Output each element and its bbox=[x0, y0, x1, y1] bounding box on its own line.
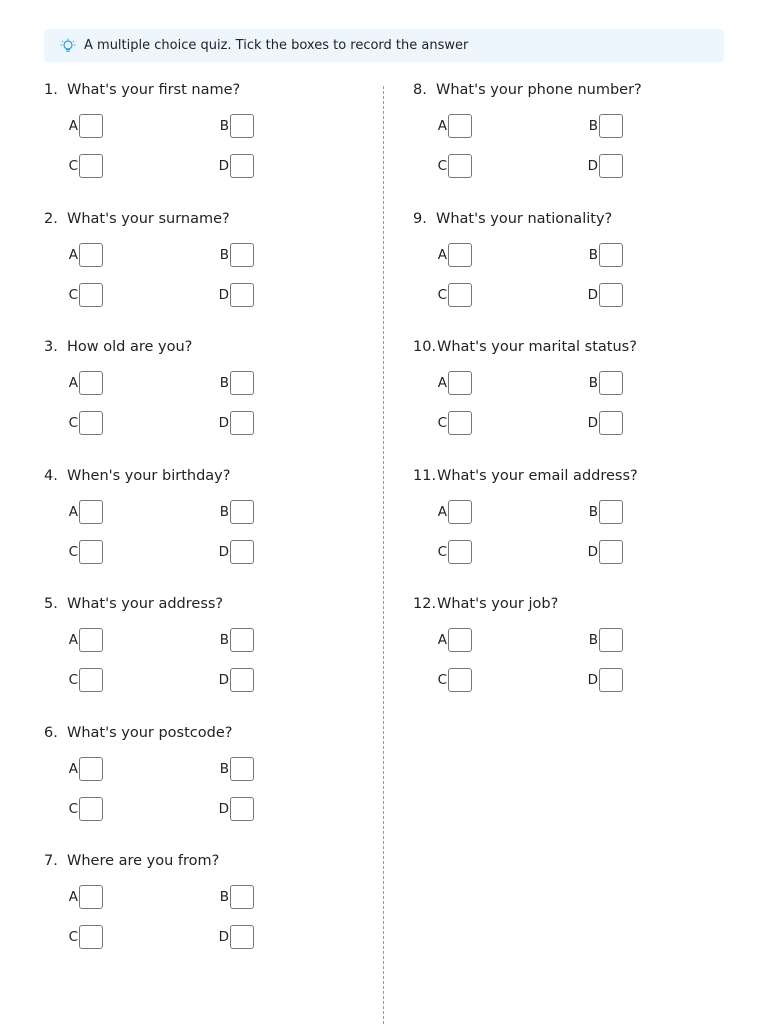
option-b bbox=[215, 371, 254, 395]
answer-checkbox[interactable] bbox=[230, 114, 254, 138]
option-b bbox=[215, 114, 254, 138]
option-c bbox=[64, 154, 103, 178]
option-letter: A bbox=[68, 632, 78, 648]
option-letter: A bbox=[68, 375, 78, 391]
question-title bbox=[44, 211, 230, 227]
question-1 bbox=[44, 82, 374, 192]
answer-checkbox[interactable] bbox=[230, 154, 254, 178]
option-letter: C bbox=[437, 672, 447, 688]
question-text: What's your first name? bbox=[67, 82, 241, 98]
question-5 bbox=[44, 596, 374, 706]
option-letter: A bbox=[68, 889, 78, 905]
option-letter: C bbox=[437, 415, 447, 431]
option-a bbox=[64, 500, 103, 524]
option-letter: A bbox=[437, 632, 447, 648]
option-d bbox=[215, 797, 254, 821]
option-letter: B bbox=[219, 889, 229, 905]
question-11 bbox=[413, 468, 743, 578]
option-d bbox=[215, 668, 254, 692]
option-b bbox=[215, 885, 254, 909]
answer-checkbox[interactable] bbox=[599, 411, 623, 435]
answer-checkbox[interactable] bbox=[448, 243, 472, 267]
option-letter: D bbox=[587, 286, 598, 303]
answer-checkbox[interactable] bbox=[79, 925, 103, 949]
question-title bbox=[44, 725, 232, 741]
option-b bbox=[584, 243, 623, 267]
question-4 bbox=[44, 468, 374, 578]
question-number: 3. bbox=[44, 339, 58, 355]
answer-checkbox[interactable] bbox=[79, 668, 103, 692]
question-8 bbox=[413, 82, 743, 192]
question-text: What's your job? bbox=[437, 596, 559, 612]
question-3 bbox=[44, 339, 374, 449]
question-2 bbox=[44, 211, 374, 321]
answer-checkbox[interactable] bbox=[599, 243, 623, 267]
option-c bbox=[64, 668, 103, 692]
option-letter: B bbox=[219, 503, 229, 520]
answer-checkbox[interactable] bbox=[79, 283, 103, 307]
question-title bbox=[413, 596, 558, 612]
answer-checkbox[interactable] bbox=[230, 797, 254, 821]
answer-checkbox[interactable] bbox=[230, 500, 254, 524]
option-c bbox=[433, 668, 472, 692]
option-c bbox=[433, 283, 472, 307]
option-c bbox=[64, 540, 103, 564]
answer-checkbox[interactable] bbox=[230, 757, 254, 781]
option-c bbox=[64, 283, 103, 307]
question-title bbox=[413, 211, 612, 227]
option-letter: D bbox=[218, 672, 229, 688]
option-a bbox=[433, 628, 472, 652]
option-letter: B bbox=[219, 632, 229, 648]
answer-checkbox[interactable] bbox=[599, 154, 623, 178]
answer-checkbox[interactable] bbox=[230, 411, 254, 435]
option-letter: B bbox=[588, 375, 598, 391]
question-title bbox=[44, 853, 219, 869]
question-number: 5. bbox=[44, 596, 58, 612]
option-d bbox=[584, 668, 623, 692]
option-d bbox=[215, 411, 254, 435]
question-6 bbox=[44, 725, 374, 835]
answer-checkbox[interactable] bbox=[79, 797, 103, 821]
option-letter: D bbox=[587, 672, 598, 688]
answer-checkbox[interactable] bbox=[230, 371, 254, 395]
option-a bbox=[433, 500, 472, 524]
answer-checkbox[interactable] bbox=[79, 411, 103, 435]
question-title bbox=[413, 339, 637, 355]
option-d bbox=[584, 411, 623, 435]
question-text: What's your postcode? bbox=[67, 724, 233, 741]
option-letter: D bbox=[587, 543, 598, 560]
answer-checkbox[interactable] bbox=[448, 668, 472, 692]
answer-checkbox[interactable] bbox=[79, 540, 103, 564]
answer-checkbox[interactable] bbox=[599, 500, 623, 524]
question-number: 12. bbox=[413, 596, 437, 612]
answer-checkbox[interactable] bbox=[448, 283, 472, 307]
question-text: When's your birthday? bbox=[67, 467, 231, 484]
instruction-banner bbox=[44, 29, 724, 62]
option-letter: B bbox=[588, 118, 598, 134]
option-letter: B bbox=[219, 246, 229, 263]
option-letter: A bbox=[437, 375, 447, 391]
option-a bbox=[433, 243, 472, 267]
option-b bbox=[215, 757, 254, 781]
answer-checkbox[interactable] bbox=[448, 540, 472, 564]
question-text: What's your address? bbox=[67, 596, 224, 612]
option-d bbox=[215, 540, 254, 564]
answer-checkbox[interactable] bbox=[599, 371, 623, 395]
option-d bbox=[215, 154, 254, 178]
question-text: What's your surname? bbox=[67, 210, 230, 227]
answer-checkbox[interactable] bbox=[230, 243, 254, 267]
answer-checkbox[interactable] bbox=[599, 283, 623, 307]
question-title bbox=[413, 468, 638, 484]
question-12 bbox=[413, 596, 743, 706]
option-a bbox=[64, 371, 103, 395]
question-number: 11. bbox=[413, 467, 437, 484]
answer-checkbox[interactable] bbox=[599, 540, 623, 564]
option-letter: A bbox=[437, 246, 447, 263]
answer-checkbox[interactable] bbox=[448, 154, 472, 178]
option-b bbox=[584, 371, 623, 395]
question-number: 6. bbox=[44, 724, 58, 741]
column-divider bbox=[383, 86, 384, 1024]
option-letter: B bbox=[588, 503, 598, 520]
answer-checkbox[interactable] bbox=[599, 628, 623, 652]
option-letter: C bbox=[68, 672, 78, 688]
answer-checkbox[interactable] bbox=[230, 668, 254, 692]
option-b bbox=[215, 628, 254, 652]
option-b bbox=[584, 500, 623, 524]
question-number: 4. bbox=[44, 467, 58, 484]
option-letter: A bbox=[68, 118, 78, 134]
option-letter: C bbox=[68, 415, 78, 431]
option-letter: A bbox=[437, 503, 447, 520]
question-title bbox=[44, 596, 223, 612]
option-letter: C bbox=[68, 543, 78, 560]
question-text: What's your email address? bbox=[437, 467, 638, 484]
option-letter: D bbox=[218, 929, 229, 945]
option-letter: D bbox=[218, 286, 229, 303]
instruction-text: A multiple choice quiz. Tick the boxes to record the answer bbox=[84, 38, 469, 53]
option-d bbox=[584, 540, 623, 564]
option-b bbox=[215, 243, 254, 267]
option-letter: A bbox=[68, 760, 78, 777]
option-letter: B bbox=[588, 632, 598, 648]
question-text: What's your marital status? bbox=[437, 339, 637, 355]
option-c bbox=[64, 411, 103, 435]
option-c bbox=[64, 925, 103, 949]
answer-checkbox[interactable] bbox=[79, 500, 103, 524]
answer-checkbox[interactable] bbox=[230, 540, 254, 564]
answer-checkbox[interactable] bbox=[230, 628, 254, 652]
question-text: Where are you from? bbox=[67, 853, 220, 869]
option-letter: B bbox=[219, 375, 229, 391]
answer-checkbox[interactable] bbox=[230, 925, 254, 949]
question-text: What's your phone number? bbox=[436, 82, 642, 98]
answer-checkbox[interactable] bbox=[79, 371, 103, 395]
option-a bbox=[64, 885, 103, 909]
answer-checkbox[interactable] bbox=[448, 500, 472, 524]
option-letter: D bbox=[218, 415, 229, 431]
option-letter: C bbox=[437, 158, 447, 174]
option-letter: C bbox=[68, 158, 78, 174]
option-b bbox=[215, 500, 254, 524]
question-9 bbox=[413, 211, 743, 321]
option-letter: C bbox=[68, 286, 78, 303]
option-letter: A bbox=[68, 503, 78, 520]
answer-checkbox[interactable] bbox=[448, 371, 472, 395]
answer-checkbox[interactable] bbox=[448, 628, 472, 652]
option-a bbox=[433, 114, 472, 138]
answer-checkbox[interactable] bbox=[79, 114, 103, 138]
option-a bbox=[64, 628, 103, 652]
option-c bbox=[433, 411, 472, 435]
option-letter: D bbox=[218, 800, 229, 817]
option-b bbox=[584, 114, 623, 138]
question-title bbox=[44, 339, 192, 355]
option-letter: A bbox=[437, 118, 447, 134]
option-letter: C bbox=[68, 800, 78, 817]
option-letter: B bbox=[219, 118, 229, 134]
option-letter: B bbox=[588, 246, 598, 263]
option-d bbox=[215, 283, 254, 307]
answer-checkbox[interactable] bbox=[79, 243, 103, 267]
question-title bbox=[44, 82, 240, 98]
question-number: 1. bbox=[44, 82, 58, 98]
option-d bbox=[215, 925, 254, 949]
question-text: How old are you? bbox=[67, 339, 193, 355]
option-a bbox=[64, 114, 103, 138]
question-number: 8. bbox=[413, 82, 427, 98]
question-text: What's your nationality? bbox=[436, 210, 613, 227]
question-number: 10. bbox=[413, 339, 437, 355]
question-number: 7. bbox=[44, 853, 58, 869]
question-number: 9. bbox=[413, 210, 427, 227]
answer-checkbox[interactable] bbox=[448, 114, 472, 138]
option-letter: D bbox=[587, 158, 598, 174]
answer-checkbox[interactable] bbox=[599, 668, 623, 692]
answer-checkbox[interactable] bbox=[230, 283, 254, 307]
answer-checkbox[interactable] bbox=[79, 154, 103, 178]
option-d bbox=[584, 283, 623, 307]
answer-checkbox[interactable] bbox=[79, 885, 103, 909]
question-7 bbox=[44, 853, 374, 963]
option-c bbox=[64, 797, 103, 821]
lightbulb-icon bbox=[60, 38, 76, 54]
option-c bbox=[433, 154, 472, 178]
option-a bbox=[64, 243, 103, 267]
question-number: 2. bbox=[44, 210, 58, 227]
option-letter: C bbox=[437, 543, 447, 560]
option-b bbox=[584, 628, 623, 652]
option-letter: D bbox=[218, 158, 229, 174]
option-a bbox=[433, 371, 472, 395]
option-d bbox=[584, 154, 623, 178]
question-10 bbox=[413, 339, 743, 449]
option-c bbox=[433, 540, 472, 564]
option-letter: C bbox=[68, 929, 78, 945]
answer-checkbox[interactable] bbox=[599, 114, 623, 138]
question-title bbox=[413, 82, 642, 98]
option-a bbox=[64, 757, 103, 781]
answer-checkbox[interactable] bbox=[230, 885, 254, 909]
option-letter: D bbox=[218, 543, 229, 560]
option-letter: D bbox=[587, 415, 598, 431]
option-letter: A bbox=[68, 246, 78, 263]
answer-checkbox[interactable] bbox=[79, 628, 103, 652]
option-letter: B bbox=[219, 760, 229, 777]
option-letter: C bbox=[437, 286, 447, 303]
answer-checkbox[interactable] bbox=[448, 411, 472, 435]
question-title bbox=[44, 468, 230, 484]
answer-checkbox[interactable] bbox=[79, 757, 103, 781]
